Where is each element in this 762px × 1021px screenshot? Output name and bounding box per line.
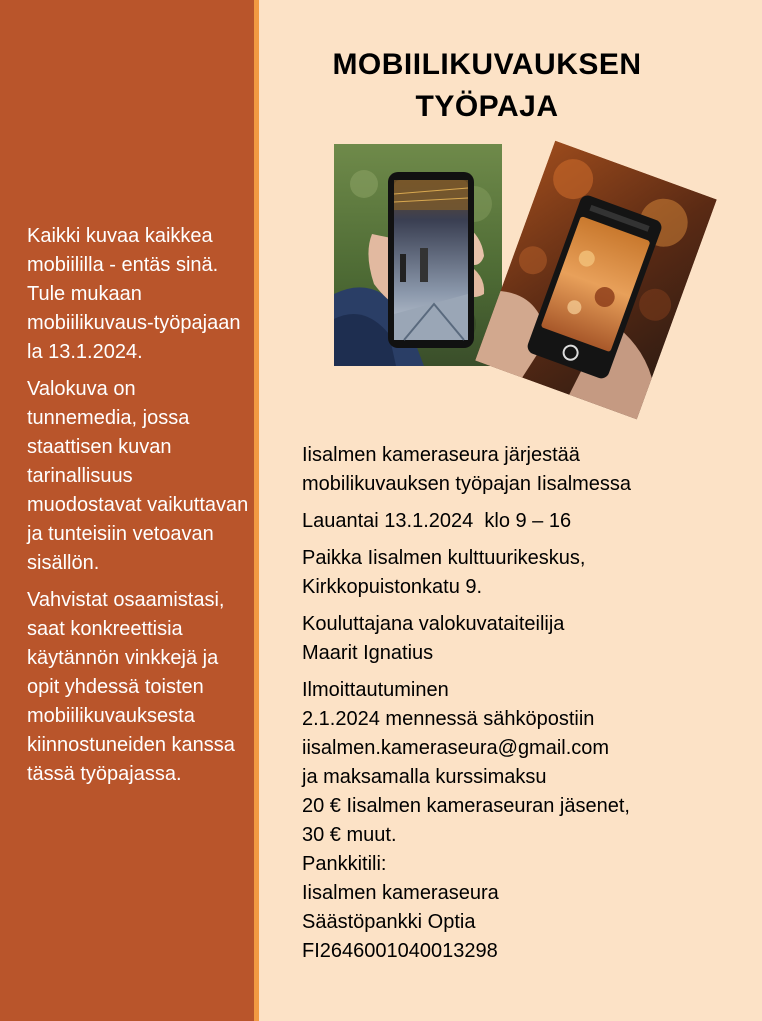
- organizer-line: mobilikuvauksen työpajan Iisalmessa: [302, 473, 632, 495]
- title-line-1: MOBIILIKUVAUKSEN: [332, 48, 642, 81]
- trainer-line: Maarit Ignatius: [302, 642, 434, 664]
- registration-email: iisalmen.kameraseura@gmail.com: [302, 737, 610, 759]
- sidebar-edge-stripe: [254, 0, 259, 1021]
- phone-photo-warm-image: [475, 141, 717, 420]
- page-title: [300, 44, 674, 128]
- organizer-line: Iisalmen kameraseura järjestää: [302, 444, 580, 466]
- datetime-block: [302, 507, 742, 536]
- title-line-2: TYÖPAJA: [415, 90, 559, 123]
- sidebar-panel: [0, 0, 254, 1021]
- phone-photo-warm: [475, 141, 717, 420]
- place-line: Kirkkopuistonkatu 9.: [302, 576, 483, 598]
- sidebar-paragraph-intro: Kaikki kuvaa kaikkea mobiililla - entäs sinä. Tule mukaan mobiilikuvaus-työpajaan la 13.1.2024.: [27, 225, 241, 363]
- event-info: [302, 441, 742, 974]
- fee-members: 20 € Iisalmen kameraseuran jäsenet,: [302, 795, 630, 817]
- place-line: Paikka Iisalmen kulttuurikeskus,: [302, 547, 586, 569]
- bank-iban: FI2646001040013298: [302, 940, 498, 962]
- organizer-block: [302, 441, 742, 499]
- trainer-block: [302, 610, 742, 668]
- place-block: [302, 544, 742, 602]
- sidebar-paragraph-photo: Valokuva on tunnemedia, jossa staattisen kuvan tarinallisuus muodostavat vaikuttavan ja tunteisiin vetoavan sisällön.: [27, 378, 249, 574]
- trainer-line: Kouluttajana valokuvataiteilija: [302, 613, 565, 635]
- registration-line: Ilmoittautuminen: [302, 679, 449, 701]
- phone-photo-park: [334, 144, 502, 366]
- bank-account-holder: Iisalmen kameraseura: [302, 882, 499, 904]
- event-datetime: Lauantai 13.1.2024 klo 9 – 16: [302, 510, 572, 532]
- sidebar-paragraph-benefits: Vahvistat osaamistasi, saat konkreettisia käytännön vinkkejä ja opit yhdessä toisten mobiilikuvauksesta kiinnostuneiden kanssa tässä työpajassa.: [27, 589, 235, 785]
- bank-name: Säästöpankki Optia: [302, 911, 476, 933]
- sidebar-text: [27, 222, 249, 797]
- registration-block: [302, 676, 742, 966]
- bank-account-label: Pankkitili:: [302, 853, 387, 875]
- phone-photo-park-image: [334, 144, 502, 366]
- registration-line: 2.1.2024 mennessä sähköpostiin: [302, 708, 595, 730]
- registration-line: ja maksamalla kurssimaksu: [302, 766, 547, 788]
- fee-others: 30 € muut.: [302, 824, 397, 846]
